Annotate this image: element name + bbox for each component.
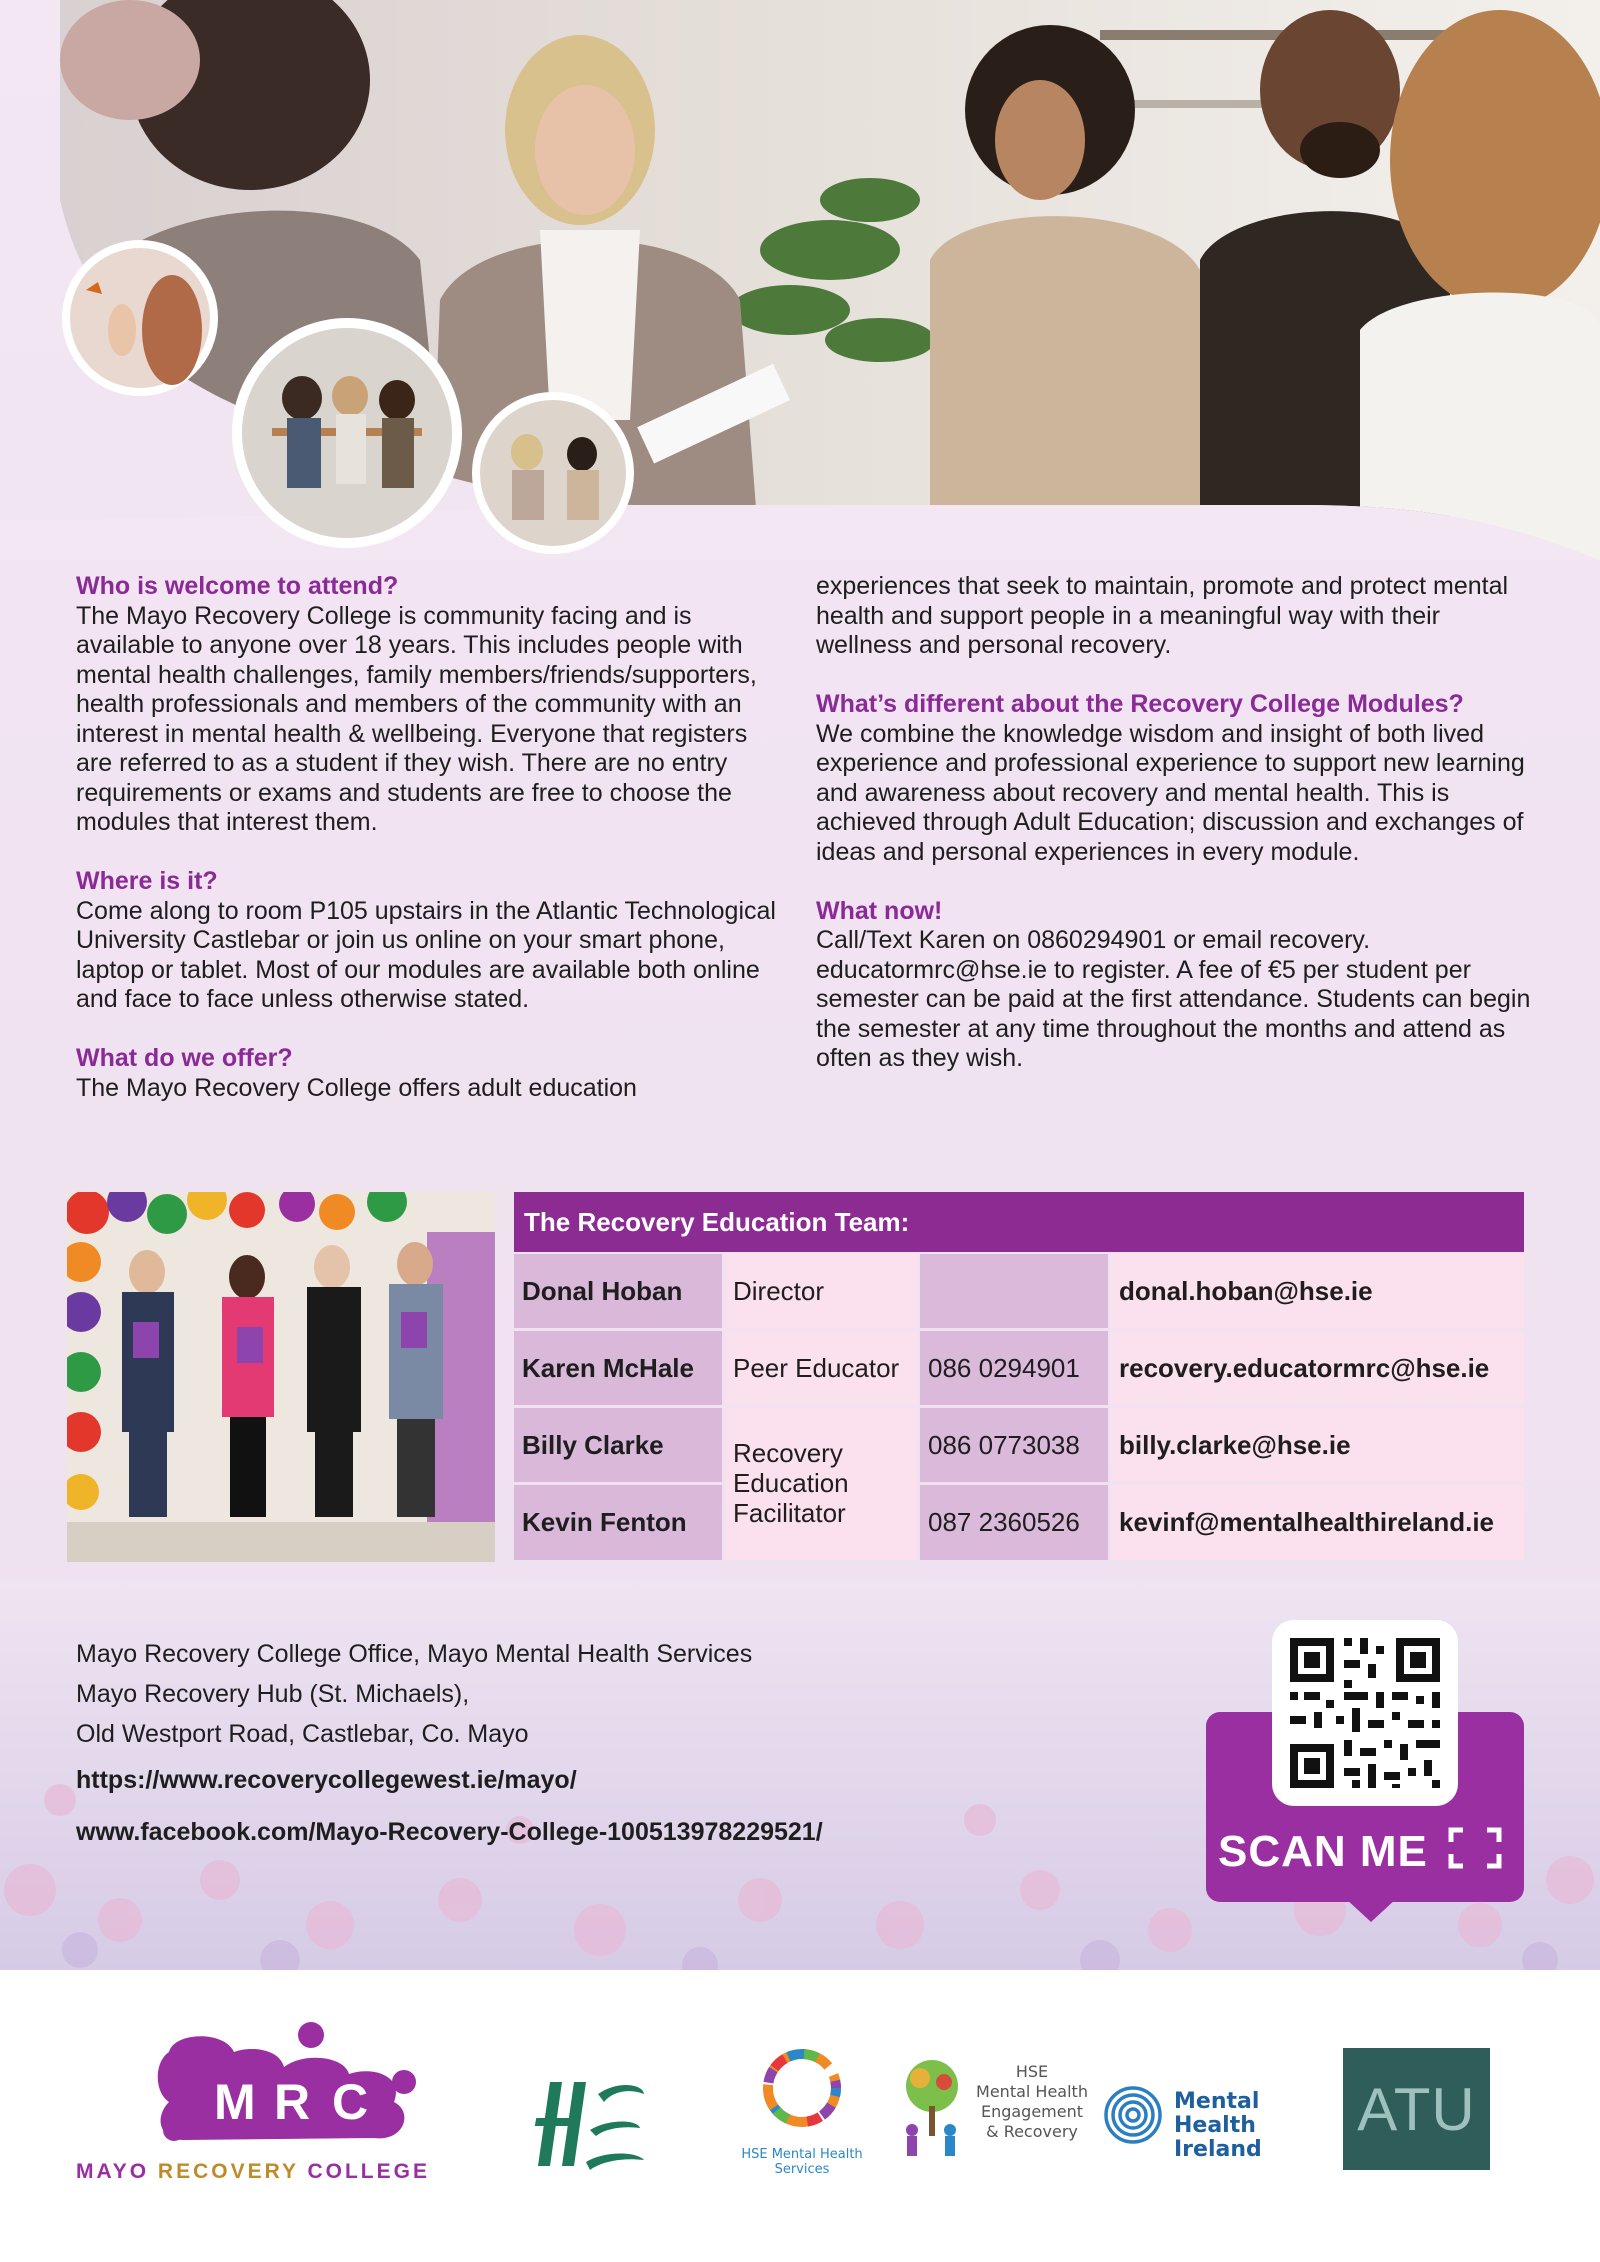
mrc-name-college: COLLEGE xyxy=(307,2160,430,2183)
scan-me-label xyxy=(1218,1826,1503,1877)
team-name-4: Kevin Fenton xyxy=(514,1485,722,1560)
team-phone-2[interactable]: 086 0294901 xyxy=(920,1331,1108,1405)
team-email-3[interactable]: billy.clarke@hse.ie xyxy=(1111,1408,1524,1482)
engagement-line-2: Mental Health xyxy=(976,2082,1088,2101)
mrc-letter-c: C xyxy=(332,2074,369,2130)
website-link[interactable]: https://www.recoverycollegewest.ie/mayo/ xyxy=(76,1766,577,1794)
role-line-1: Recovery xyxy=(733,1438,843,1468)
team-role-2: Peer Educator xyxy=(725,1331,917,1405)
qr-code[interactable] xyxy=(1272,1620,1458,1806)
team-email-1[interactable]: donal.hoban@hse.ie xyxy=(1111,1254,1524,1328)
role-line-2: Education xyxy=(733,1468,849,1498)
facebook-link[interactable]: www.facebook.com/Mayo-Recovery-College-100513978229521/ xyxy=(76,1818,823,1846)
team-email-2[interactable]: recovery.educatormrc@hse.ie xyxy=(1111,1331,1524,1405)
team-name-3: Billy Clarke xyxy=(514,1408,722,1482)
who-body: The Mayo Recovery College is community facing and is available to anyone over 18 years. This includes people with mental health challenges, family members/friends/supporters, health professionals and members of the community with an interest in mental health & wellbeing. Everyone that registers are referred to as a student if they wish. There are no entry requirements or exams and students are free to choose the modules that interest them. xyxy=(76,601,757,836)
left-column xyxy=(76,572,776,1133)
team-header: The Recovery Education Team: xyxy=(514,1192,1524,1252)
where-title: Where is it? xyxy=(76,867,218,895)
atu-text: ATU xyxy=(1357,2075,1476,2143)
engagement-recovery-logo xyxy=(900,2056,1100,2166)
team-photo xyxy=(67,1192,495,1562)
team-name-1: Donal Hoban xyxy=(514,1254,722,1328)
role-line-3: Facilitator xyxy=(733,1498,846,1528)
logo-footer xyxy=(0,1970,1600,2262)
mrc-logo xyxy=(74,2022,474,2192)
team-phone-4[interactable]: 087 2360526 xyxy=(920,1485,1108,1560)
now-title: What now! xyxy=(816,896,943,925)
hse-logo xyxy=(528,2074,658,2174)
thumbnail-butterfly xyxy=(62,240,218,396)
mrc-name-mayo: MAYO xyxy=(76,2160,158,2183)
engagement-line-1: HSE xyxy=(1015,2062,1049,2081)
different-title: What’s different about the Recovery College Modules? xyxy=(816,690,1464,718)
address-line-3: Old Westport Road, Castlebar, Co. Mayo xyxy=(76,1720,529,1748)
who-title: Who is welcome to attend? xyxy=(76,572,399,600)
offer-body-start: The Mayo Recovery College offers adult education xyxy=(76,1073,637,1102)
now-body: Call/Text Karen on 0860294901 or email recovery. educatormrc@hse.ie to register. A fee of €5 per student per semester can be paid at the first attendance. Students can begin the semester at any time throughout the months and attend as often as they wish. xyxy=(816,926,1531,1072)
mhi-line-2: Ireland xyxy=(1174,2137,1262,2162)
mrc-letter-m: M xyxy=(214,2074,256,2130)
where-body: Come along to room P105 upstairs in the Atlantic Technological University Castlebar or join us online on your smart phone, laptop or tablet. Most of our modules are available both online and face to face unless otherwise stated. xyxy=(76,896,776,1013)
different-body: We combine the knowledge wisdom and insight of both lived experience and professional experience to support new learning and awareness about recovery and mental health. This is achieved through Adult Education; discussion and exchanges of ideas and personal experiences in every module. xyxy=(816,719,1525,866)
engagement-line-3: Engagement xyxy=(980,2102,1084,2121)
offer-title: What do we offer? xyxy=(76,1044,293,1072)
thumbnail-group-circle xyxy=(232,318,462,548)
address-line-1: Mayo Recovery College Office, Mayo Mental Health Services xyxy=(76,1640,753,1668)
scan-me-text: SCAN ME xyxy=(1218,1827,1428,1876)
mrc-letter-r: R xyxy=(274,2074,311,2130)
mrc-name-recovery: RECOVERY xyxy=(157,2160,308,2183)
team-phone-1 xyxy=(920,1254,1108,1328)
mhi-line-1: Mental Health xyxy=(1174,2089,1260,2138)
svg-text:MAYO RECOVERY COLLEGE xyxy=(76,2160,430,2183)
offer-body-continued: experiences that seek to maintain, promote and protect mental health and support people in a meaningful way with their wellness and personal recovery. xyxy=(816,572,1509,659)
scan-me-pointer xyxy=(1345,1898,1397,1922)
team-role-shared xyxy=(725,1408,917,1560)
contact-block xyxy=(76,1634,823,1858)
scan-frame-icon xyxy=(1447,1826,1503,1870)
mental-health-ireland-logo xyxy=(1102,2082,1342,2162)
address-line-2: Mayo Recovery Hub (St. Michaels), xyxy=(76,1680,470,1708)
team-table xyxy=(514,1192,1524,1560)
atu-logo xyxy=(1343,2048,1490,2170)
hse-mental-health-services-logo xyxy=(712,2046,892,2177)
right-column xyxy=(816,572,1536,1103)
team-name-2: Karen McHale xyxy=(514,1331,722,1405)
team-phone-3[interactable]: 086 0773038 xyxy=(920,1408,1108,1482)
thumbnail-two-women xyxy=(472,392,634,554)
engagement-line-4: & Recovery xyxy=(986,2122,1078,2141)
hse-mhs-caption: HSE Mental Health Services xyxy=(741,2147,863,2177)
team-email-4[interactable]: kevinf@mentalhealthireland.ie xyxy=(1111,1485,1524,1560)
team-role-1: Director xyxy=(725,1254,917,1328)
